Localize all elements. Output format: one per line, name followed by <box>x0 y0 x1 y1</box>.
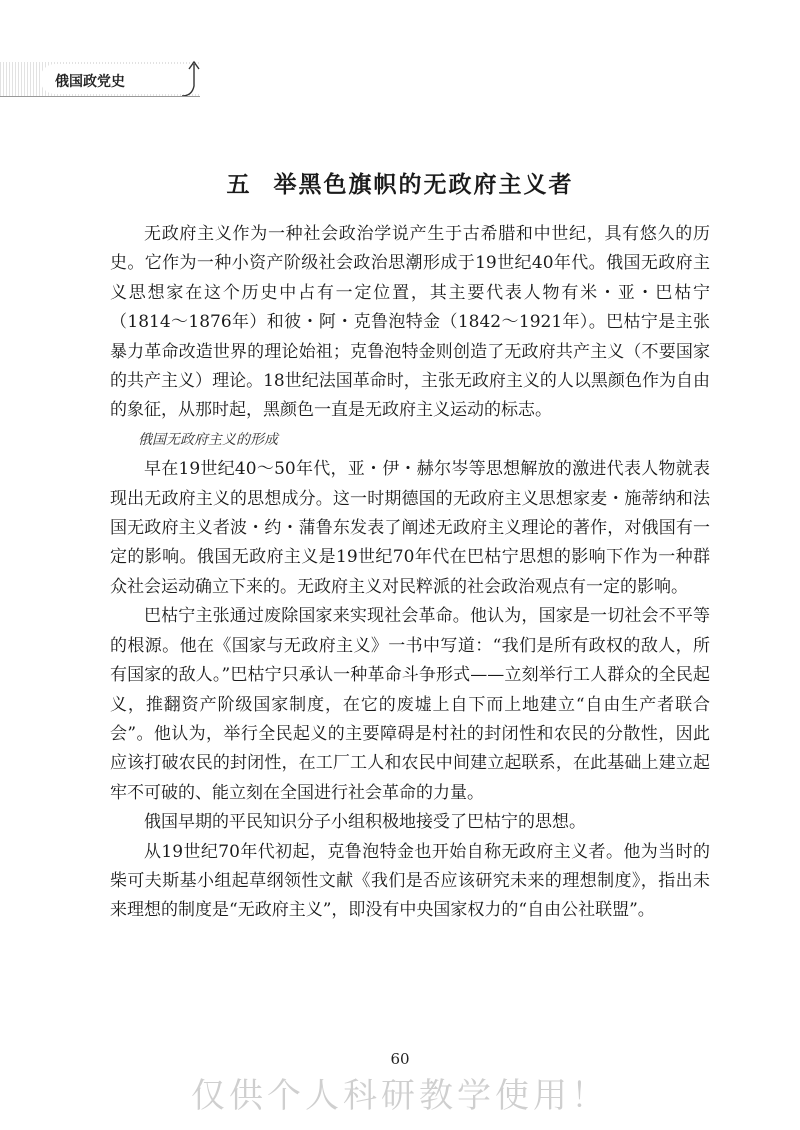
watermark: 仅供个人科研教学使用！ <box>191 1076 609 1116</box>
paragraph-bakunin: 巴枯宁主张通过废除国家来实现社会革命。他认为，国家是一切社会不平等的根源。他在《国家与无政府主义》一书中写道：“我们是所有政权的敌人，所有国家的敌人。”巴枯宁只承认一种革命斗争形式——立刻举行工人群众的全民起义，推翻资产阶级国家制度，在它的废墟上自下而上地建立“自由生产者联合会”。他认为，举行全民起义的主要障碍是村社的封闭性和农民的分散性，因此应该打破农民的封闭性，在工厂工人和农民中间建立起联系，在此基础上建立起牢不可破的、能立刻在全国进行社会革命的力量。 <box>110 606 710 803</box>
section-heading <box>0 166 800 199</box>
paragraph-intro: 无政府主义作为一种社会政治学说产生于古希腊和中世纪，具有悠久的历史。它作为一种小资产阶级社会政治思潮形成于19世纪40年代。俄国无政府主义思想家在这个历史中占有一定位置，其主要代表人物有米・亚・巴枯宁（1814～1876年）和彼・阿・克鲁泡特金（1842～1921年）。巴枯宁是主张暴力革命改造世界的理论始祖；克鲁泡特金则创造了无政府共产主义（不要国家的共产主义）理论。18世纪法国革命时，主张无政府主义的人以黑颜色作为自由的象征，从那时起，黑颜色一直是无政府主义运动的标志。 <box>110 224 710 421</box>
paragraph-formation: 早在19世纪40～50年代，亚・伊・赫尔岑等思想解放的激进代表人物就表现出无政府主义的思想成分。这一时期德国的无政府主义思想家麦・施蒂纳和法国无政府主义者波・约・蒲鲁东发表了阐述无政府主义理论的著作，对俄国有一定的影响。俄国无政府主义是19世纪70年代在巴枯宁思想的影响下作为一种群众社会运动确立下来的。无政府主义对民粹派的社会政治观点有一定的影响。 <box>110 459 710 597</box>
up-arrow-icon <box>180 58 210 98</box>
subsection-heading: 俄国无政府主义的形成 <box>138 431 278 448</box>
running-header-title: 俄国政党史 <box>55 74 125 90</box>
paragraph-kropotkin: 从19世纪70年代初起，克鲁泡特金也开始自称无政府主义者。他为当时的柴可夫斯基小组起草纲领性文献《我们是否应该研究未来的理想制度》，指出未来理想的制度是“无政府主义”，即没有中央国家权力的“自由公社联盟”。 <box>110 841 710 921</box>
page-number: 60 <box>390 1050 410 1068</box>
section-number: 五 <box>226 171 252 198</box>
paragraph-circles: 俄国早期的平民知识分子小组积极地接受了巴枯宁的思想。 <box>144 812 586 833</box>
section-title: 举黑色旗帜的无政府主义者 <box>273 171 574 198</box>
body-text <box>110 220 710 926</box>
header-rule <box>0 96 200 97</box>
